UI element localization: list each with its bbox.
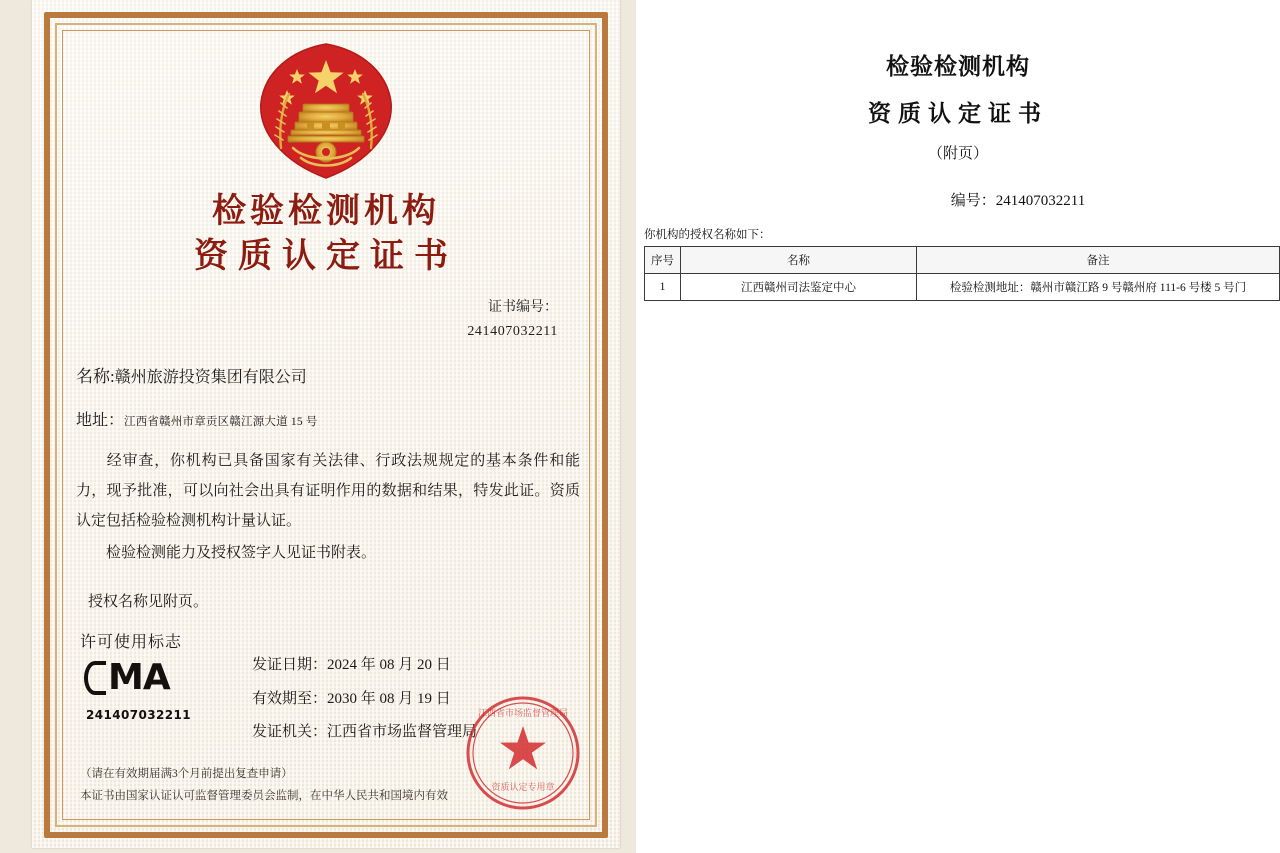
expiry-date-row [252, 683, 586, 717]
attachment-number-label: 编号： [950, 193, 996, 209]
organization-address-label: 地址： [76, 411, 125, 429]
certificate-footnotes [66, 764, 586, 808]
certificate-paragraph-2 [66, 538, 586, 568]
cell-index: 1 [645, 274, 681, 301]
certificate-paragraph-3: 授权名称见附页。 [88, 593, 209, 610]
footnote-renewal: （请在有效期届满3个月前提出复查申请） [80, 768, 293, 781]
expiry-date-label: 有效期至： [252, 690, 328, 707]
svg-text:江西省市场监督管理局: 江西省市场监督管理局 [477, 709, 569, 719]
permitted-mark-label: 许可使用标志 [80, 633, 183, 651]
organization-name-field [66, 362, 586, 387]
column-header-index: 序号 [645, 247, 681, 274]
issue-date-row [252, 649, 586, 683]
certificate-title-line1: 检验检测机构 [212, 191, 440, 231]
issue-date-label: 发证日期： [252, 656, 328, 673]
column-header-name: 名称 [681, 247, 917, 274]
cma-logo-text: MA [108, 656, 170, 698]
issuing-authority-label: 发证机关： [252, 724, 328, 741]
cma-logo-icon [84, 656, 252, 698]
table-header-row [645, 247, 1280, 274]
certificate-paragraph-1 [66, 446, 586, 536]
certificate-dates-block [252, 629, 586, 750]
attachment-lead-text: 你机构的授权名称如下： [644, 229, 771, 241]
column-header-remark: 备注 [917, 247, 1280, 274]
attachment-title [636, 48, 1280, 163]
table-header [645, 247, 1280, 274]
attachment-number [636, 189, 1280, 210]
attachment-title-line3: （附页） [927, 144, 988, 162]
expiry-date-value: 2030 年 08 月 19 日 [327, 690, 451, 707]
cell-remark: 检验检测地址：赣州市赣江路 9 号赣州府 111-6 号楼 5 号门 [917, 274, 1280, 301]
cma-mark-number: 241407032211 [86, 707, 191, 722]
organization-address-field [66, 407, 586, 430]
organization-address-value: 江西省赣州市章贡区赣江源大道 15 号 [124, 415, 318, 428]
certificate-title [66, 190, 586, 278]
certificate-bottom-block [66, 629, 586, 750]
certificate-content [66, 22, 586, 830]
certificate-title-line2: 资质认定证书 [194, 235, 458, 276]
certificate-number-value: 241407032211 [467, 324, 558, 340]
certificate-number-label: 证书编号： [488, 300, 558, 316]
cma-c-glyph [84, 661, 106, 695]
certificate-paper [32, 0, 620, 848]
permitted-mark-block [66, 629, 252, 722]
attachment-number-value: 241407032211 [995, 193, 1086, 209]
organization-name-label: 名称: [76, 366, 115, 386]
footnote-validity: 本证书由国家认证认可监督管理委员会监制，在中华人民共和国境内有效 [80, 790, 448, 803]
certificate-paragraph-1-text: 经审查，你机构已具备国家有关法律、行政法规规定的基本条件和能力，现予批准，可以向社会出具有证明作用的数据和结果，特发此证。资质认定包括检验检测机构计量认证。 [76, 452, 580, 529]
attachment-title-line1: 检验检测机构 [886, 53, 1030, 80]
attachment-page [636, 0, 1280, 853]
table-body [645, 274, 1280, 301]
certificate-main [0, 0, 636, 853]
organization-name-value: 赣州旅游投资集团有限公司 [114, 368, 307, 386]
svg-text:资质认定专用章: 资质认定专用章 [491, 783, 555, 793]
certificate-paragraph-2-text: 检验检测能力及授权签字人见证书附表。 [106, 544, 377, 561]
issuing-authority-value: 江西省市场监督管理局 [327, 724, 478, 741]
cell-name: 江西赣州司法鉴定中心 [681, 274, 917, 301]
authorized-names-table [644, 246, 1280, 301]
attachment-title-line2: 资质认定证书 [868, 100, 1048, 127]
issue-date-value: 2024 年 08 月 20 日 [327, 656, 451, 673]
national-emblem-icon [251, 36, 401, 186]
issuing-authority-row [252, 716, 586, 750]
table-row [645, 274, 1280, 301]
certificate-number-block [66, 296, 586, 344]
